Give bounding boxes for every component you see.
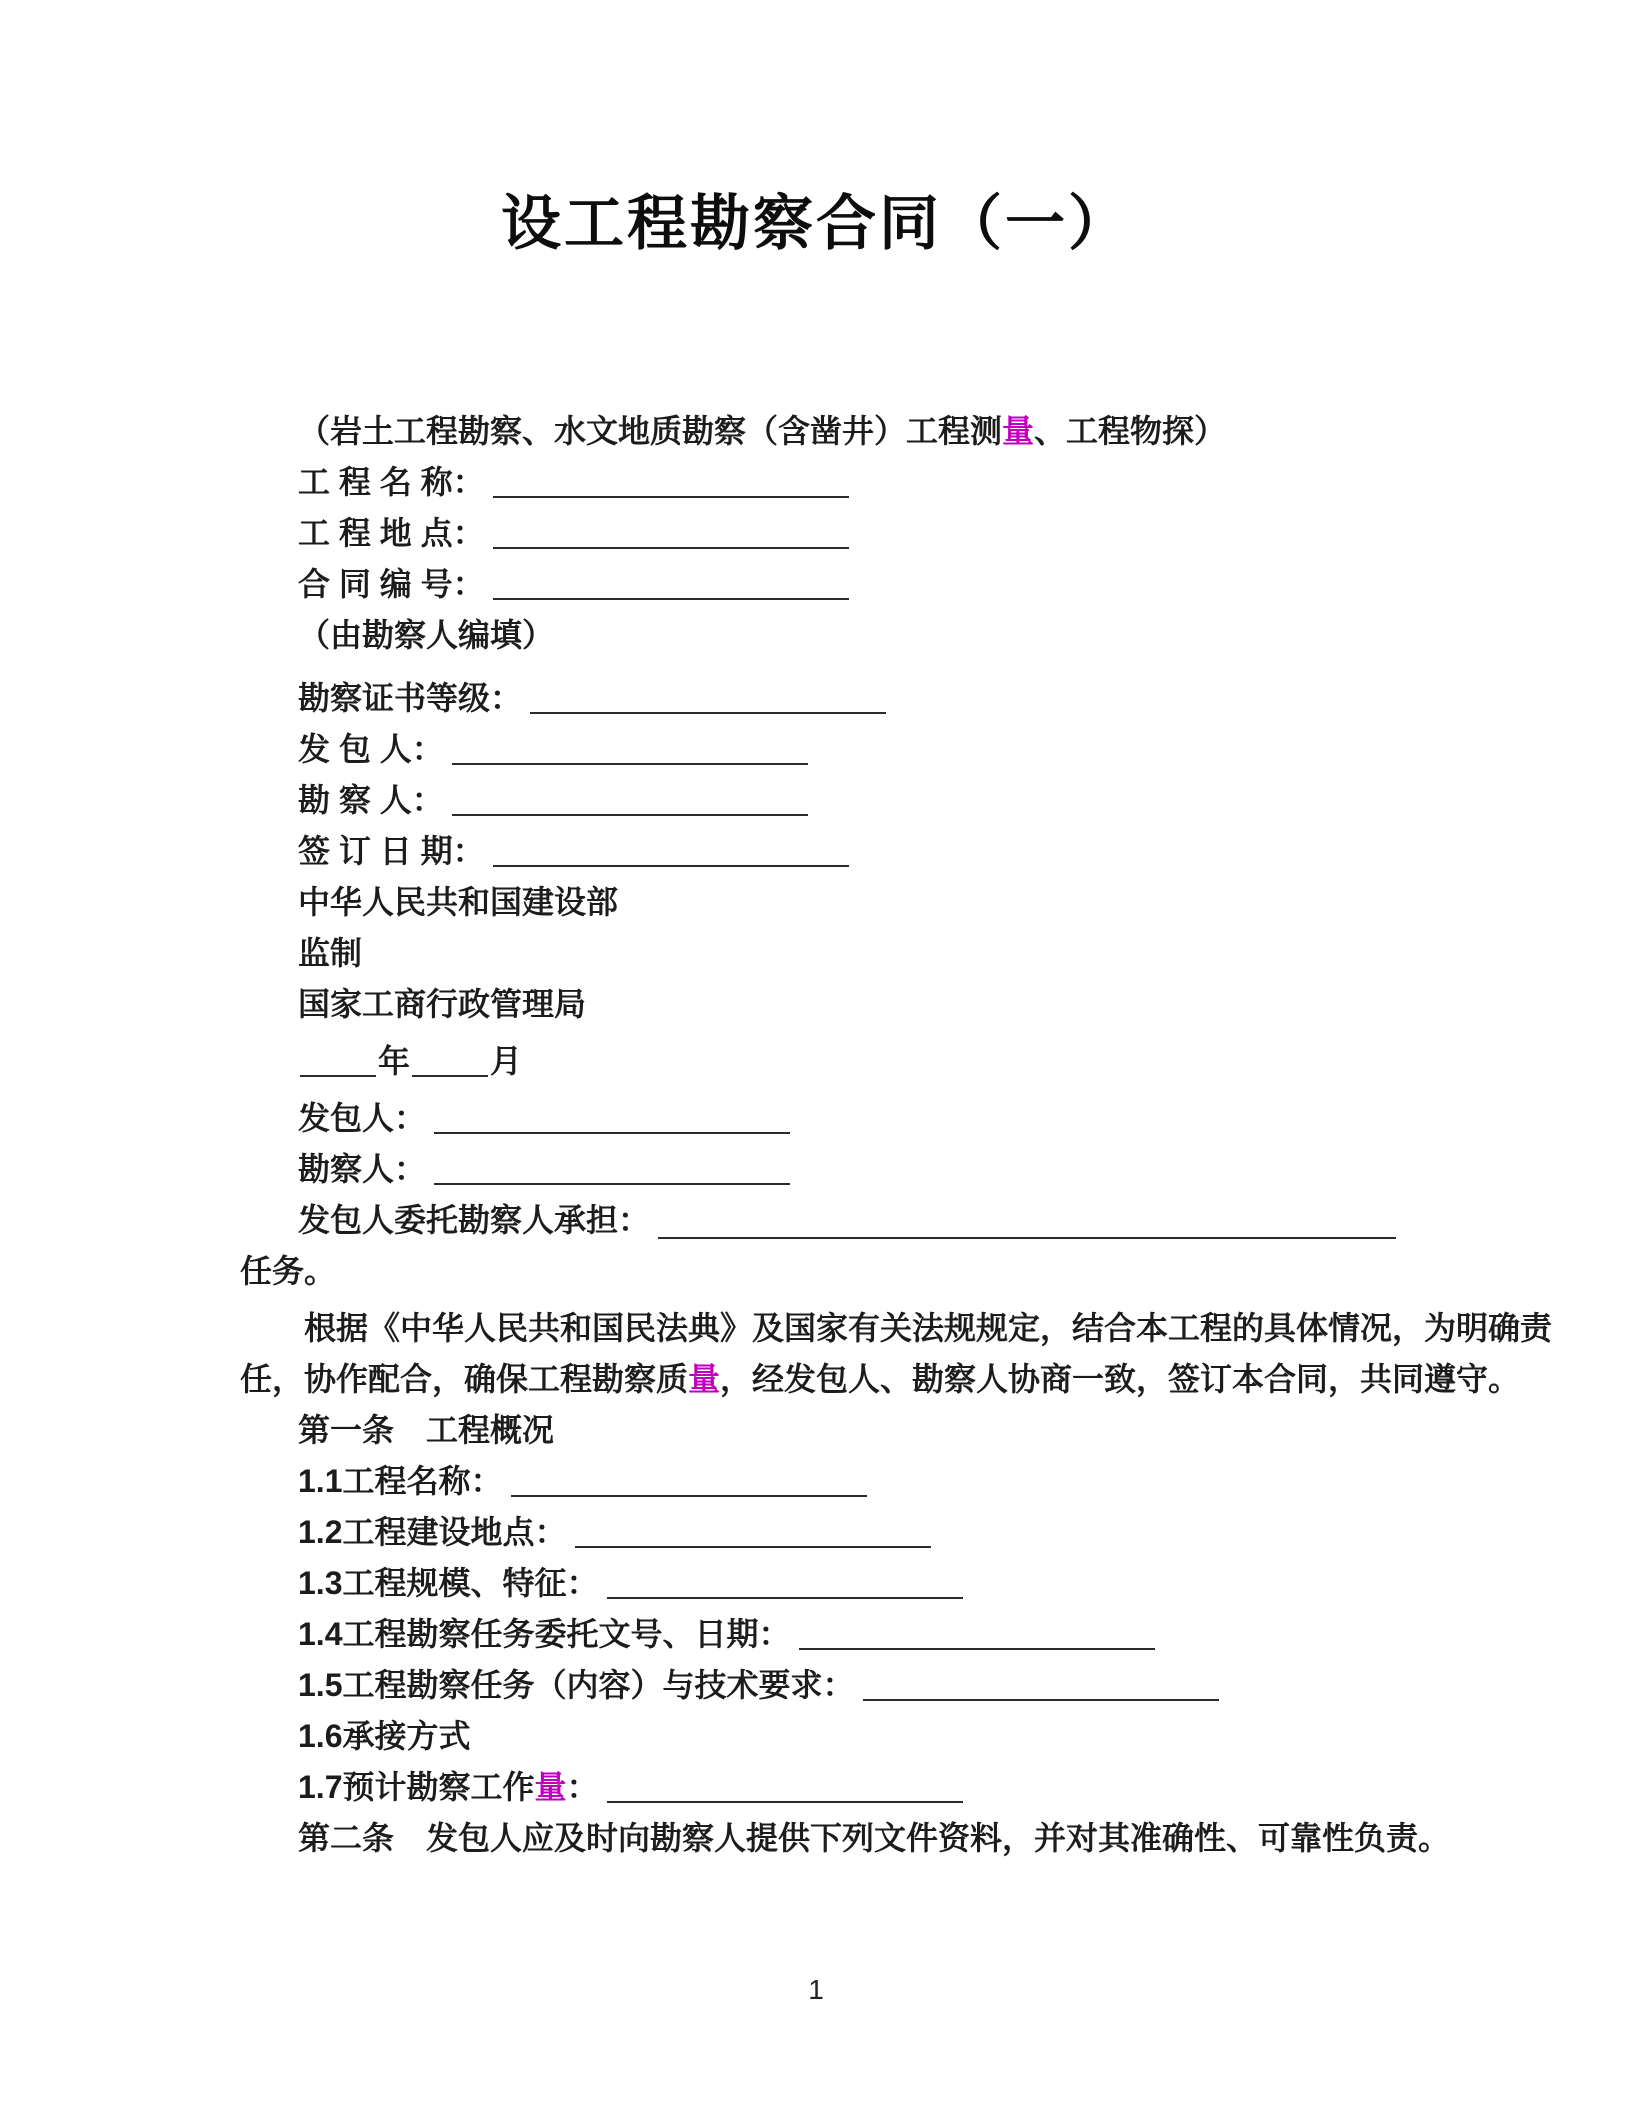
clause-2-heading: 第二条 发包人应及时向勘察人提供下列文件资料，并对其准确性、可靠性负责。 <box>298 1820 1451 1856</box>
blank-employer <box>452 729 808 765</box>
entrust-suffix: 任务。 <box>240 1253 337 1289</box>
blank-item-1-3 <box>607 1563 963 1599</box>
field-certificate-grade-label: 勘察证书等级： <box>298 680 523 716</box>
field-employer <box>240 724 1396 775</box>
authority-ministry: 中华人民共和国建设部 <box>298 884 619 920</box>
field-project-location-label: 工 程 地 点： <box>298 515 485 551</box>
item-1-1-label: 1.1工程名称： <box>298 1463 503 1499</box>
blank-month <box>412 1041 488 1077</box>
blank-year <box>300 1041 376 1077</box>
field-employer-label: 发 包 人： <box>298 731 444 767</box>
page-title: 设工程勘察合同（一） <box>501 190 1131 257</box>
authority-supervised: 监制 <box>298 935 363 971</box>
blank-project-location <box>493 513 849 549</box>
item-1-1 <box>240 1456 1396 1507</box>
blank-contract-number <box>493 564 849 600</box>
field-certificate-grade <box>240 673 1396 724</box>
field-entrust-label: 发包人委托勘察人承担： <box>298 1202 651 1238</box>
item-1-2 <box>240 1507 1396 1558</box>
field-project-location <box>240 508 1396 559</box>
field-employer-signature-label: 发包人： <box>298 1100 427 1136</box>
field-project-name <box>240 457 1396 508</box>
authority-bureau: 国家工商行政管理局 <box>298 986 587 1022</box>
item-1-7 <box>240 1762 1396 1813</box>
blank-item-1-2 <box>575 1512 931 1548</box>
preamble-line-2-highlight: 量 <box>688 1361 721 1397</box>
blank-item-1-4 <box>799 1614 1155 1650</box>
item-1-4 <box>240 1609 1396 1660</box>
item-1-7-label-pre: 1.7预计勘察工作 <box>298 1769 535 1805</box>
document-body <box>240 406 1553 1864</box>
item-1-2-label: 1.2工程建设地点： <box>298 1514 567 1550</box>
field-signing-date-label: 签 订 日 期： <box>298 833 485 869</box>
field-project-name-label: 工 程 名 称： <box>298 464 485 500</box>
page-number: 1 <box>808 1974 824 2005</box>
blank-surveyor <box>452 780 808 816</box>
field-contract-number-label: 合 同 编 号： <box>298 566 485 602</box>
note-filled-by-surveyor: （由勘察人编填） <box>298 617 555 653</box>
item-1-4-label: 1.4工程勘察任务委托文号、日期： <box>298 1616 791 1652</box>
item-1-3-label: 1.3工程规模、特征： <box>298 1565 599 1601</box>
field-contract-number <box>240 559 1396 610</box>
item-1-3 <box>240 1558 1396 1609</box>
field-employer-signature <box>240 1093 1396 1144</box>
item-1-7-label-post: ： <box>566 1769 599 1805</box>
item-1-5-label: 1.5工程勘察任务（内容）与技术要求： <box>298 1667 855 1703</box>
date-year-month <box>240 1036 1396 1087</box>
item-1-6: 1.6承接方式 <box>298 1718 471 1754</box>
blank-certificate-grade <box>530 678 886 714</box>
item-1-5 <box>240 1660 1396 1711</box>
scope-note-text-post: 、工程物探） <box>1034 413 1227 449</box>
year-label: 年 <box>378 1043 411 1079</box>
preamble-line-2-post: ，经发包人、勘察人协商一致，签订本合同，共同遵守。 <box>720 1361 1521 1397</box>
blank-entrust <box>658 1197 1396 1239</box>
month-label: 月 <box>490 1043 523 1079</box>
scope-note <box>240 406 1396 457</box>
field-surveyor-label: 勘 察 人： <box>298 782 444 818</box>
preamble-line-1: 根据《中华人民共和国民法典》及国家有关法规规定，结合本工程的具体情况，为明确责 <box>304 1310 1553 1346</box>
item-1-7-highlight: 量 <box>534 1769 567 1805</box>
field-surveyor-signature-label: 勘察人： <box>298 1151 427 1187</box>
preamble-line-2-pre: 任，协作配合，确保工程勘察质 <box>240 1361 689 1397</box>
field-surveyor-signature <box>240 1144 1396 1195</box>
scope-note-highlight: 量 <box>1002 413 1035 449</box>
blank-item-1-5 <box>863 1665 1219 1701</box>
field-surveyor <box>240 775 1396 826</box>
blank-signing-date <box>493 831 849 867</box>
preamble-line-2 <box>240 1354 1521 1405</box>
blank-item-1-1 <box>511 1461 867 1497</box>
field-signing-date <box>240 826 1396 877</box>
blank-project-name <box>493 462 849 498</box>
scope-note-text-pre: （岩土工程勘察、水文地质勘察（含凿井）工程测 <box>298 413 1003 449</box>
blank-item-1-7 <box>607 1767 963 1803</box>
blank-surveyor-signature <box>434 1149 790 1185</box>
blank-employer-signature <box>434 1098 790 1134</box>
field-entrust <box>240 1195 1396 1246</box>
clause-1-heading: 第一条 工程概况 <box>298 1412 555 1448</box>
